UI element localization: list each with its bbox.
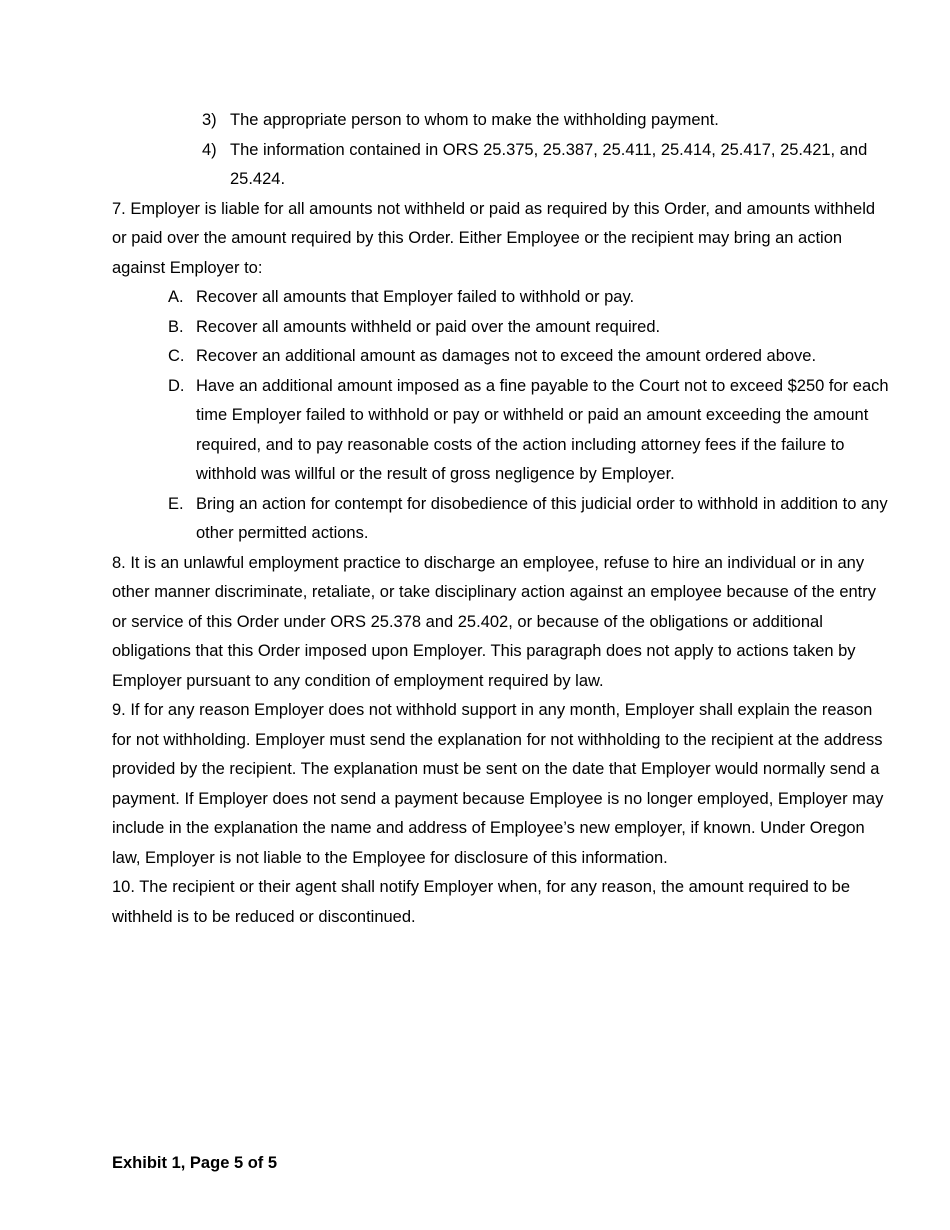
list-marker: A. — [168, 288, 184, 306]
list-item — [112, 106, 892, 136]
list-item — [112, 372, 892, 490]
list-marker: 4) — [202, 140, 217, 159]
paragraph-7: 7. Employer is liable for all amounts not withheld or paid as required by this Order, and amounts withheld or paid over the amount required by this Order. Either Employee or the recipient may bring an action against Employer to: — [112, 199, 876, 277]
list-item — [112, 313, 892, 343]
paragraph-8: 8. It is an unlawful employment practice to discharge an employee, refuse to hire an individual or in any other manner discriminate, retaliate, or take disciplinary action against an employee because of the entry or service of this Order under ORS 25.378 and 25.402, or because of the obligations or additional obligations that this Order imposed upon Employer. This paragraph does not apply to actions taken by Employer pursuant to any condition of employment required by law. — [112, 553, 876, 690]
list-item-text: The information contained in ORS 25.375, 25.387, 25.411, 25.414, 25.417, 25.421, and 25.424. — [230, 140, 868, 188]
list-item — [112, 283, 892, 313]
list-marker: E. — [168, 494, 184, 513]
list-item-text: The appropriate person to whom to make the withholding payment. — [230, 111, 719, 129]
paragraph-10: 10. The recipient or their agent shall notify Employer when, for any reason, the amount required to be withheld is to be reduced or discontinued. — [112, 878, 851, 926]
list-item-text: Have an additional amount imposed as a fine payable to the Court not to exceed $250 for each time Employer failed to withhold or pay or withheld or paid an amount exceeding the amount required, and to pay reasonable costs of the action including attorney fees if the failure to withhold was willful or the result of gross negligence by Employer. — [196, 376, 889, 483]
list-item — [112, 342, 892, 372]
list-item-text: Recover all amounts withheld or paid over the amount required. — [196, 317, 661, 336]
list-item-text: Bring an action for contempt for disobedience of this judicial order to withhold in addition to any other permitted actions. — [196, 494, 888, 542]
page-footer: Exhibit 1, Page 5 of 5 — [112, 1154, 278, 1172]
lettered-list — [112, 283, 892, 549]
numbered-list — [112, 106, 892, 195]
list-marker: B. — [168, 317, 184, 336]
list-item — [112, 136, 892, 195]
list-marker: C. — [168, 347, 185, 365]
list-item — [112, 490, 892, 549]
list-marker: 3) — [202, 111, 217, 129]
paragraph-9: 9. If for any reason Employer does not withhold support in any month, Employer shall explain the reason for not withholding. Employer must send the explanation for not withholding to the recipient at the address provided by the recipient. The explanation must be sent on the date that Employer would normally send a payment. If Employer does not send a payment because Employee is no longer employed, Employer may include in the explanation the name and address of Employee’s new employer, if known. Under Oregon law, Employer is not liable to the Employee for disclosure of this information. — [112, 701, 884, 867]
list-item-text: Recover all amounts that Employer failed to withhold or pay. — [196, 288, 635, 306]
list-item-text: Recover an additional amount as damages not to exceed the amount ordered above. — [196, 347, 817, 365]
list-marker: D. — [168, 376, 185, 395]
document-body — [112, 106, 892, 932]
